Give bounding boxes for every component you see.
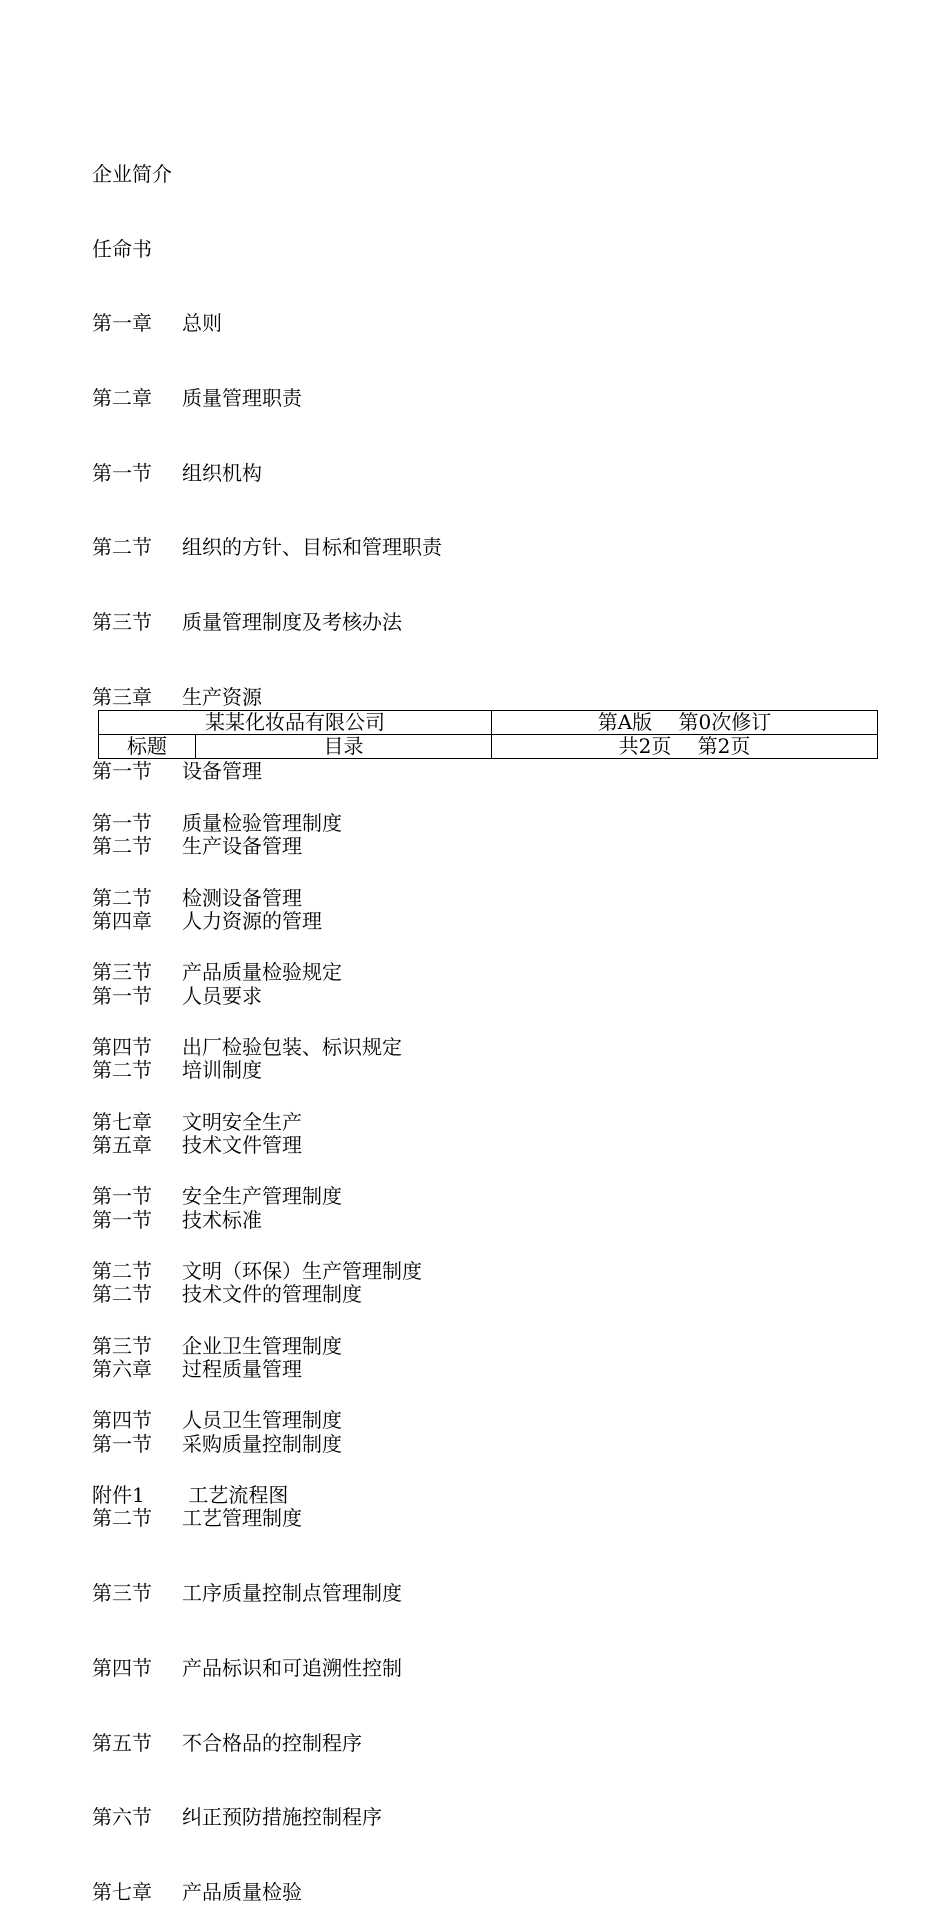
toc-number: 第三节 [92, 1333, 152, 1358]
toc-title: 技术文件的管理制度 [182, 1282, 362, 1307]
header-row-title [99, 735, 878, 759]
toc-line [92, 237, 442, 262]
toc-number: 第三章 [92, 684, 152, 709]
toc-title: 生产资源 [182, 684, 262, 709]
toc-line [92, 1656, 442, 1681]
toc-number: 第二章 [92, 385, 152, 410]
toc-title: 产品标识和可追溯性控制 [182, 1655, 402, 1680]
toc-line [92, 811, 422, 836]
toc-line [92, 1259, 422, 1284]
toc-title: 质量检验管理制度 [182, 810, 342, 835]
toc-title: 质量管理职责 [182, 385, 302, 410]
toc-number: 第三节 [92, 1581, 152, 1606]
toc-number: 第六章 [92, 1357, 152, 1382]
toc-line [92, 1581, 442, 1606]
toc-number: 第四节 [92, 1408, 152, 1433]
title-value: 目录 [196, 735, 492, 759]
toc-number: 第二节 [92, 1058, 152, 1083]
toc-line [92, 685, 442, 710]
toc-title: 组织的方针、目标和管理职责 [182, 535, 442, 560]
toc-title: 过程质量管理 [182, 1357, 302, 1382]
toc-number: 第一节 [92, 460, 152, 485]
toc-title: 产品质量检验规定 [182, 960, 342, 985]
toc-number: 第七章 [92, 1109, 152, 1134]
toc-title: 工艺管理制度 [182, 1506, 302, 1531]
toc-number: 第二节 [92, 834, 152, 859]
toc-title: 技术文件管理 [182, 1132, 302, 1157]
toc-line [92, 1334, 422, 1359]
toc-line [92, 1880, 442, 1905]
toc-title: 培训制度 [182, 1058, 262, 1083]
toc-title: 文明安全生产 [182, 1109, 302, 1134]
toc-title: 采购质量控制制度 [182, 1431, 342, 1456]
toc-line [92, 311, 442, 336]
toc-line [92, 610, 442, 635]
toc-line [92, 461, 442, 486]
toc-number: 第一节 [92, 1207, 152, 1232]
toc-number: 第五节 [92, 1730, 152, 1755]
toc-line [92, 1035, 422, 1060]
toc-title: 产品质量检验 [182, 1879, 302, 1904]
toc-number: 第一节 [92, 759, 152, 784]
toc-part-2 [92, 761, 422, 1533]
toc-line [92, 1408, 422, 1433]
toc-line [92, 1805, 442, 1830]
toc-number: 第一节 [92, 983, 152, 1008]
toc-line [92, 1184, 422, 1209]
toc-line [92, 960, 422, 985]
toc-number: 第三节 [92, 960, 152, 985]
toc-title: 生产设备管理 [182, 834, 302, 859]
toc-title: 组织机构 [182, 460, 262, 485]
toc-number: 附件1 [92, 1483, 145, 1508]
title-label: 标题 [99, 735, 196, 759]
toc-title: 不合格品的控制程序 [182, 1730, 362, 1755]
toc-line [92, 1731, 442, 1756]
toc-line [92, 1110, 422, 1135]
toc-title: 人员要求 [182, 983, 262, 1008]
toc-number: 第四章 [92, 908, 152, 933]
toc-title: 设备管理 [182, 759, 262, 784]
toc-number: 第五章 [92, 1132, 152, 1157]
toc-number: 第三节 [92, 610, 152, 635]
toc-title: 检测设备管理 [182, 885, 302, 910]
toc-line [92, 162, 442, 187]
toc-number: 企业简介 [92, 161, 172, 186]
toc-title: 文明（环保）生产管理制度 [182, 1259, 422, 1284]
document-header-table [98, 710, 878, 759]
toc-number: 第二节 [92, 1282, 152, 1307]
toc-number: 第二节 [92, 1259, 152, 1284]
version-info: 第A版 第0次修订 [492, 711, 878, 735]
toc-number: 第一节 [92, 1184, 152, 1209]
toc-title: 质量管理制度及考核办法 [182, 610, 402, 635]
toc-title: 人力资源的管理 [182, 908, 322, 933]
toc-line [92, 1483, 422, 1508]
toc-number: 第一节 [92, 1431, 152, 1456]
toc-title: 工艺流程图 [182, 1483, 289, 1508]
toc-title: 总则 [182, 311, 222, 336]
toc-number: 第二节 [92, 1506, 152, 1531]
toc-title: 出厂检验包装、标识规定 [182, 1034, 402, 1059]
toc-line [92, 386, 442, 411]
toc-line [92, 886, 422, 911]
toc-number: 第二节 [92, 535, 152, 560]
toc-number: 第二节 [92, 885, 152, 910]
toc-number: 第四节 [92, 1034, 152, 1059]
toc-title: 技术标准 [182, 1207, 262, 1232]
toc-title: 企业卫生管理制度 [182, 1333, 342, 1358]
toc-number: 第一节 [92, 810, 152, 835]
toc-number: 第六节 [92, 1805, 152, 1830]
toc-number: 任命书 [92, 236, 152, 261]
toc-title: 纠正预防措施控制程序 [182, 1805, 382, 1830]
toc-number: 第七章 [92, 1879, 152, 1904]
company-name: 某某化妆品有限公司 [99, 711, 492, 735]
toc-title: 人员卫生管理制度 [182, 1408, 342, 1433]
header-row-company [99, 711, 878, 735]
toc-line [92, 535, 442, 560]
toc-number: 第一章 [92, 311, 152, 336]
toc-number: 第四节 [92, 1655, 152, 1680]
page-info: 共2页 第2页 [492, 735, 878, 759]
toc-title: 工序质量控制点管理制度 [182, 1581, 402, 1606]
toc-title: 安全生产管理制度 [182, 1184, 342, 1209]
